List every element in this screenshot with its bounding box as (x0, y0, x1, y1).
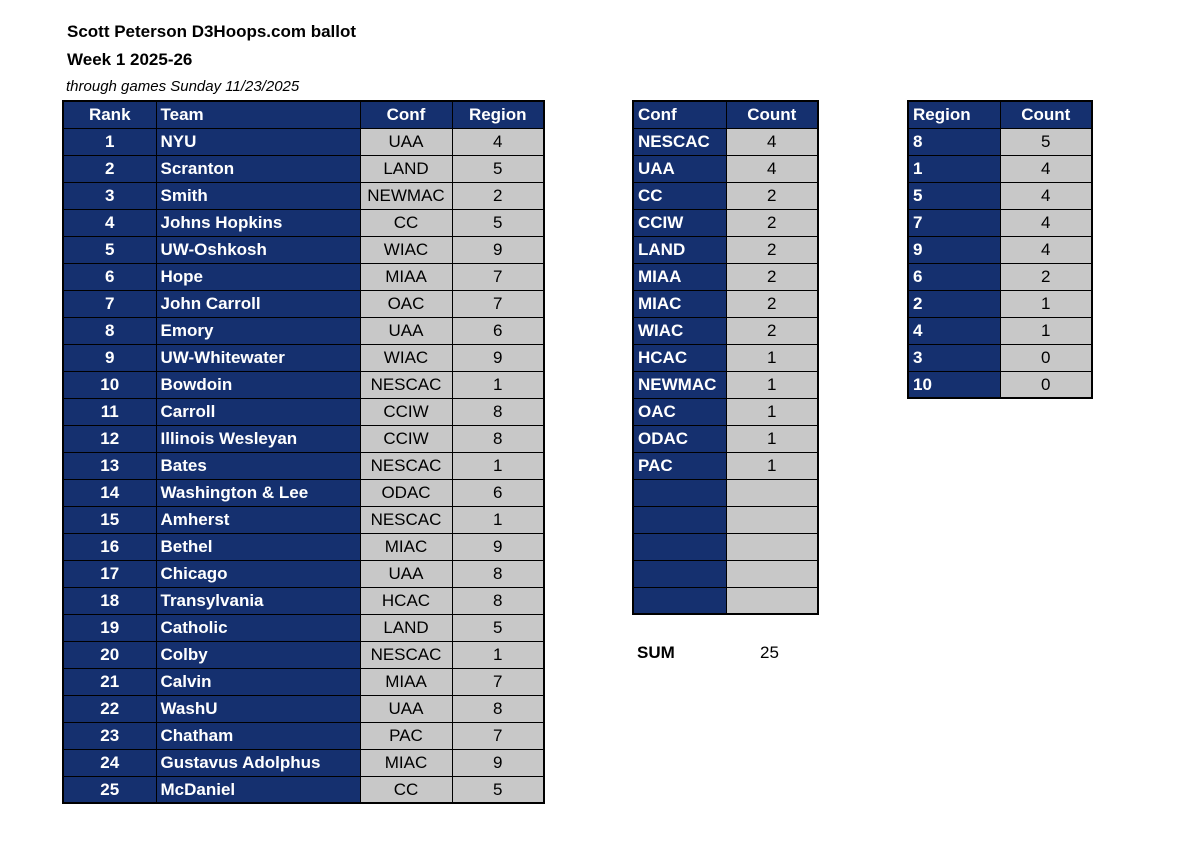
conf-count-conf-cell (633, 560, 726, 587)
ranking-row (63, 371, 544, 398)
rank-cell: 8 (63, 317, 156, 344)
conf-cell: NESCAC (360, 371, 452, 398)
rank-cell: 23 (63, 722, 156, 749)
conf-count-row (633, 425, 818, 452)
team-cell: Bethel (156, 533, 360, 560)
conf-count-count-cell (726, 533, 818, 560)
region-count-row (908, 344, 1092, 371)
rank-cell: 22 (63, 695, 156, 722)
ranking-row (63, 209, 544, 236)
region-count-count-cell: 2 (1000, 263, 1092, 290)
region-count-table (907, 100, 1093, 399)
conf-count-header-row (633, 101, 818, 128)
region-count-header-row (908, 101, 1092, 128)
ranking-row (63, 290, 544, 317)
rank-cell: 3 (63, 182, 156, 209)
conf-count-row (633, 263, 818, 290)
region-count-row (908, 263, 1092, 290)
region-count-row (908, 128, 1092, 155)
conf-cell: CC (360, 776, 452, 803)
conf-count-conf-cell: CC (633, 182, 726, 209)
region-count-count-cell: 0 (1000, 371, 1092, 398)
conf-count-conf-cell: LAND (633, 236, 726, 263)
conf-count-row (633, 398, 818, 425)
region-cell: 7 (452, 722, 544, 749)
rank-cell: 1 (63, 128, 156, 155)
conf-count-conf-cell: MIAC (633, 290, 726, 317)
conf-cell: CCIW (360, 398, 452, 425)
conf-count-count-cell: 2 (726, 317, 818, 344)
ranking-row (63, 641, 544, 668)
ranking-row (63, 398, 544, 425)
region-cell: 5 (452, 155, 544, 182)
conf-count-conf-cell: ODAC (633, 425, 726, 452)
region-cell: 7 (452, 263, 544, 290)
team-cell: Scranton (156, 155, 360, 182)
team-cell: Smith (156, 182, 360, 209)
conf-count-table (632, 100, 819, 615)
region-count-region-cell: 4 (908, 317, 1000, 344)
rank-cell: 14 (63, 479, 156, 506)
ranking-row (63, 479, 544, 506)
ranking-row (63, 587, 544, 614)
conf-cell: MIAA (360, 668, 452, 695)
conf-count-count-cell: 1 (726, 398, 818, 425)
region-count-region-cell: 7 (908, 209, 1000, 236)
conf-cell: CC (360, 209, 452, 236)
region-cell: 2 (452, 182, 544, 209)
conf-count-count-cell: 2 (726, 263, 818, 290)
ranking-row (63, 425, 544, 452)
region-count-region-cell: 1 (908, 155, 1000, 182)
region-cell: 1 (452, 452, 544, 479)
conf-cell: WIAC (360, 344, 452, 371)
conf-count-count-cell: 1 (726, 371, 818, 398)
conf-count-row (633, 236, 818, 263)
region-cell: 8 (452, 398, 544, 425)
conf-cell: OAC (360, 290, 452, 317)
conf-count-conf-cell: HCAC (633, 344, 726, 371)
region-cell: 1 (452, 641, 544, 668)
conf-count-count-cell: 1 (726, 344, 818, 371)
region-count-count-cell: 4 (1000, 155, 1092, 182)
region-cell: 8 (452, 587, 544, 614)
rank-cell: 16 (63, 533, 156, 560)
region-count-count-cell: 1 (1000, 290, 1092, 317)
region-cell: 9 (452, 749, 544, 776)
conf-count-row (633, 182, 818, 209)
conf-count-row (633, 128, 818, 155)
conf-count-conf-cell (633, 587, 726, 614)
region-cell: 1 (452, 506, 544, 533)
team-cell: Transylvania (156, 587, 360, 614)
team-cell: UW-Oshkosh (156, 236, 360, 263)
team-header: Team (156, 101, 360, 128)
region-count-region-cell: 2 (908, 290, 1000, 317)
conf-count-row (633, 290, 818, 317)
region-count-count-cell: 4 (1000, 236, 1092, 263)
region-count-region-cell: 3 (908, 344, 1000, 371)
conf-count-count-cell: 1 (726, 425, 818, 452)
ranking-row (63, 128, 544, 155)
conf-count-row (633, 344, 818, 371)
team-cell: Bowdoin (156, 371, 360, 398)
conf-cell: ODAC (360, 479, 452, 506)
conf-count-row (633, 317, 818, 344)
conf-count-count-cell: 4 (726, 155, 818, 182)
rank-cell: 11 (63, 398, 156, 425)
conf-count-row (633, 560, 818, 587)
conf-cell: LAND (360, 614, 452, 641)
team-cell: Colby (156, 641, 360, 668)
region-header: Region (452, 101, 544, 128)
conf-count-conf-cell: OAC (633, 398, 726, 425)
conf-count-row (633, 479, 818, 506)
conf-count-count-cell: 2 (726, 290, 818, 317)
ranking-row (63, 317, 544, 344)
sum-label: SUM (637, 643, 675, 662)
conf-count-count-cell: 4 (726, 128, 818, 155)
conf-cell: UAA (360, 695, 452, 722)
rank-cell: 19 (63, 614, 156, 641)
ranking-row (63, 668, 544, 695)
conf-count-conf-cell: WIAC (633, 317, 726, 344)
conf-count-count-cell: 2 (726, 209, 818, 236)
team-cell: Chicago (156, 560, 360, 587)
conf-count-row (633, 506, 818, 533)
conf-count-row (633, 209, 818, 236)
region-cell: 5 (452, 209, 544, 236)
ranking-row (63, 722, 544, 749)
rank-cell: 25 (63, 776, 156, 803)
conf-count-conf-cell: PAC (633, 452, 726, 479)
conf-cell: HCAC (360, 587, 452, 614)
conf-count-conf-cell: NEWMAC (633, 371, 726, 398)
conf-count-conf-header: Conf (633, 101, 726, 128)
region-cell: 1 (452, 371, 544, 398)
conf-count-row (633, 533, 818, 560)
rank-header: Rank (63, 101, 156, 128)
region-cell: 5 (452, 614, 544, 641)
team-cell: NYU (156, 128, 360, 155)
conf-count-row (633, 587, 818, 614)
conf-count-conf-cell: CCIW (633, 209, 726, 236)
conf-cell: UAA (360, 560, 452, 587)
team-cell: UW-Whitewater (156, 344, 360, 371)
region-count-row (908, 155, 1092, 182)
rank-cell: 12 (63, 425, 156, 452)
conf-count-count-header: Count (726, 101, 818, 128)
rank-cell: 18 (63, 587, 156, 614)
region-cell: 8 (452, 695, 544, 722)
region-count-row (908, 182, 1092, 209)
region-count-region-header: Region (908, 101, 1000, 128)
conf-count-row (633, 155, 818, 182)
ranking-row (63, 344, 544, 371)
conf-cell: MIAA (360, 263, 452, 290)
team-cell: Emory (156, 317, 360, 344)
rank-cell: 4 (63, 209, 156, 236)
region-cell: 9 (452, 236, 544, 263)
region-cell: 4 (452, 128, 544, 155)
conf-cell: WIAC (360, 236, 452, 263)
rank-cell: 2 (63, 155, 156, 182)
ranking-row (63, 452, 544, 479)
rank-cell: 24 (63, 749, 156, 776)
region-cell: 9 (452, 344, 544, 371)
conf-count-conf-cell: MIAA (633, 263, 726, 290)
conf-count-conf-cell: UAA (633, 155, 726, 182)
region-count-count-cell: 4 (1000, 182, 1092, 209)
region-count-row (908, 317, 1092, 344)
team-cell: McDaniel (156, 776, 360, 803)
ranking-row (63, 560, 544, 587)
team-cell: Bates (156, 452, 360, 479)
region-count-region-cell: 5 (908, 182, 1000, 209)
region-count-count-header: Count (1000, 101, 1092, 128)
rank-cell: 20 (63, 641, 156, 668)
conf-cell: NESCAC (360, 452, 452, 479)
region-cell: 7 (452, 668, 544, 695)
conf-cell: MIAC (360, 749, 452, 776)
rank-cell: 13 (63, 452, 156, 479)
region-count-row (908, 209, 1092, 236)
rank-cell: 10 (63, 371, 156, 398)
conf-cell: MIAC (360, 533, 452, 560)
team-cell: Johns Hopkins (156, 209, 360, 236)
region-cell: 6 (452, 479, 544, 506)
team-cell: Chatham (156, 722, 360, 749)
conf-count-count-cell: 2 (726, 182, 818, 209)
conf-cell: LAND (360, 155, 452, 182)
region-count-region-cell: 10 (908, 371, 1000, 398)
conf-header: Conf (360, 101, 452, 128)
team-cell: Washington & Lee (156, 479, 360, 506)
ranking-row (63, 506, 544, 533)
ranking-table (62, 100, 545, 804)
region-count-count-cell: 0 (1000, 344, 1092, 371)
region-count-row (908, 236, 1092, 263)
conf-count-conf-cell: NESCAC (633, 128, 726, 155)
region-count-count-cell: 4 (1000, 209, 1092, 236)
ranking-row (63, 533, 544, 560)
ranking-header-row (63, 101, 544, 128)
region-cell: 6 (452, 317, 544, 344)
conf-count-count-cell (726, 506, 818, 533)
team-cell: Hope (156, 263, 360, 290)
conf-count-row (633, 371, 818, 398)
team-cell: John Carroll (156, 290, 360, 317)
region-count-row (908, 290, 1092, 317)
region-count-region-cell: 8 (908, 128, 1000, 155)
conf-count-conf-cell (633, 479, 726, 506)
conf-cell: NESCAC (360, 641, 452, 668)
rank-cell: 6 (63, 263, 156, 290)
rank-cell: 15 (63, 506, 156, 533)
ranking-row (63, 695, 544, 722)
team-cell: Calvin (156, 668, 360, 695)
conf-cell: PAC (360, 722, 452, 749)
conf-cell: UAA (360, 128, 452, 155)
conf-cell: NESCAC (360, 506, 452, 533)
region-count-region-cell: 9 (908, 236, 1000, 263)
conf-count-count-cell: 2 (726, 236, 818, 263)
region-cell: 8 (452, 425, 544, 452)
region-cell: 8 (452, 560, 544, 587)
conf-count-count-cell (726, 587, 818, 614)
ballot-title: Scott Peterson D3Hoops.com ballot (67, 22, 357, 41)
team-cell: Gustavus Adolphus (156, 749, 360, 776)
conf-cell: UAA (360, 317, 452, 344)
conf-count-count-cell: 1 (726, 452, 818, 479)
rank-cell: 7 (63, 290, 156, 317)
team-cell: Illinois Wesleyan (156, 425, 360, 452)
conf-count-conf-cell (633, 533, 726, 560)
conf-count-row (633, 452, 818, 479)
team-cell: Catholic (156, 614, 360, 641)
sum-value: 25 (760, 643, 779, 662)
region-count-count-cell: 1 (1000, 317, 1092, 344)
conf-count-conf-cell (633, 506, 726, 533)
conf-count-count-cell (726, 479, 818, 506)
region-count-region-cell: 6 (908, 263, 1000, 290)
ranking-row (63, 155, 544, 182)
region-cell: 7 (452, 290, 544, 317)
ranking-row (63, 776, 544, 803)
ranking-row (63, 182, 544, 209)
region-count-count-cell: 5 (1000, 128, 1092, 155)
ranking-row (63, 749, 544, 776)
conf-cell: NEWMAC (360, 182, 452, 209)
ranking-row (63, 263, 544, 290)
team-cell: Carroll (156, 398, 360, 425)
conf-cell: CCIW (360, 425, 452, 452)
rank-cell: 17 (63, 560, 156, 587)
week-title: Week 1 2025-26 (67, 50, 193, 69)
rank-cell: 9 (63, 344, 156, 371)
subtitle: through games Sunday 11/23/2025 (66, 78, 300, 95)
ranking-row (63, 614, 544, 641)
rank-cell: 21 (63, 668, 156, 695)
ranking-row (63, 236, 544, 263)
region-count-row (908, 371, 1092, 398)
rank-cell: 5 (63, 236, 156, 263)
region-cell: 9 (452, 533, 544, 560)
team-cell: WashU (156, 695, 360, 722)
region-cell: 5 (452, 776, 544, 803)
team-cell: Amherst (156, 506, 360, 533)
conf-count-count-cell (726, 560, 818, 587)
